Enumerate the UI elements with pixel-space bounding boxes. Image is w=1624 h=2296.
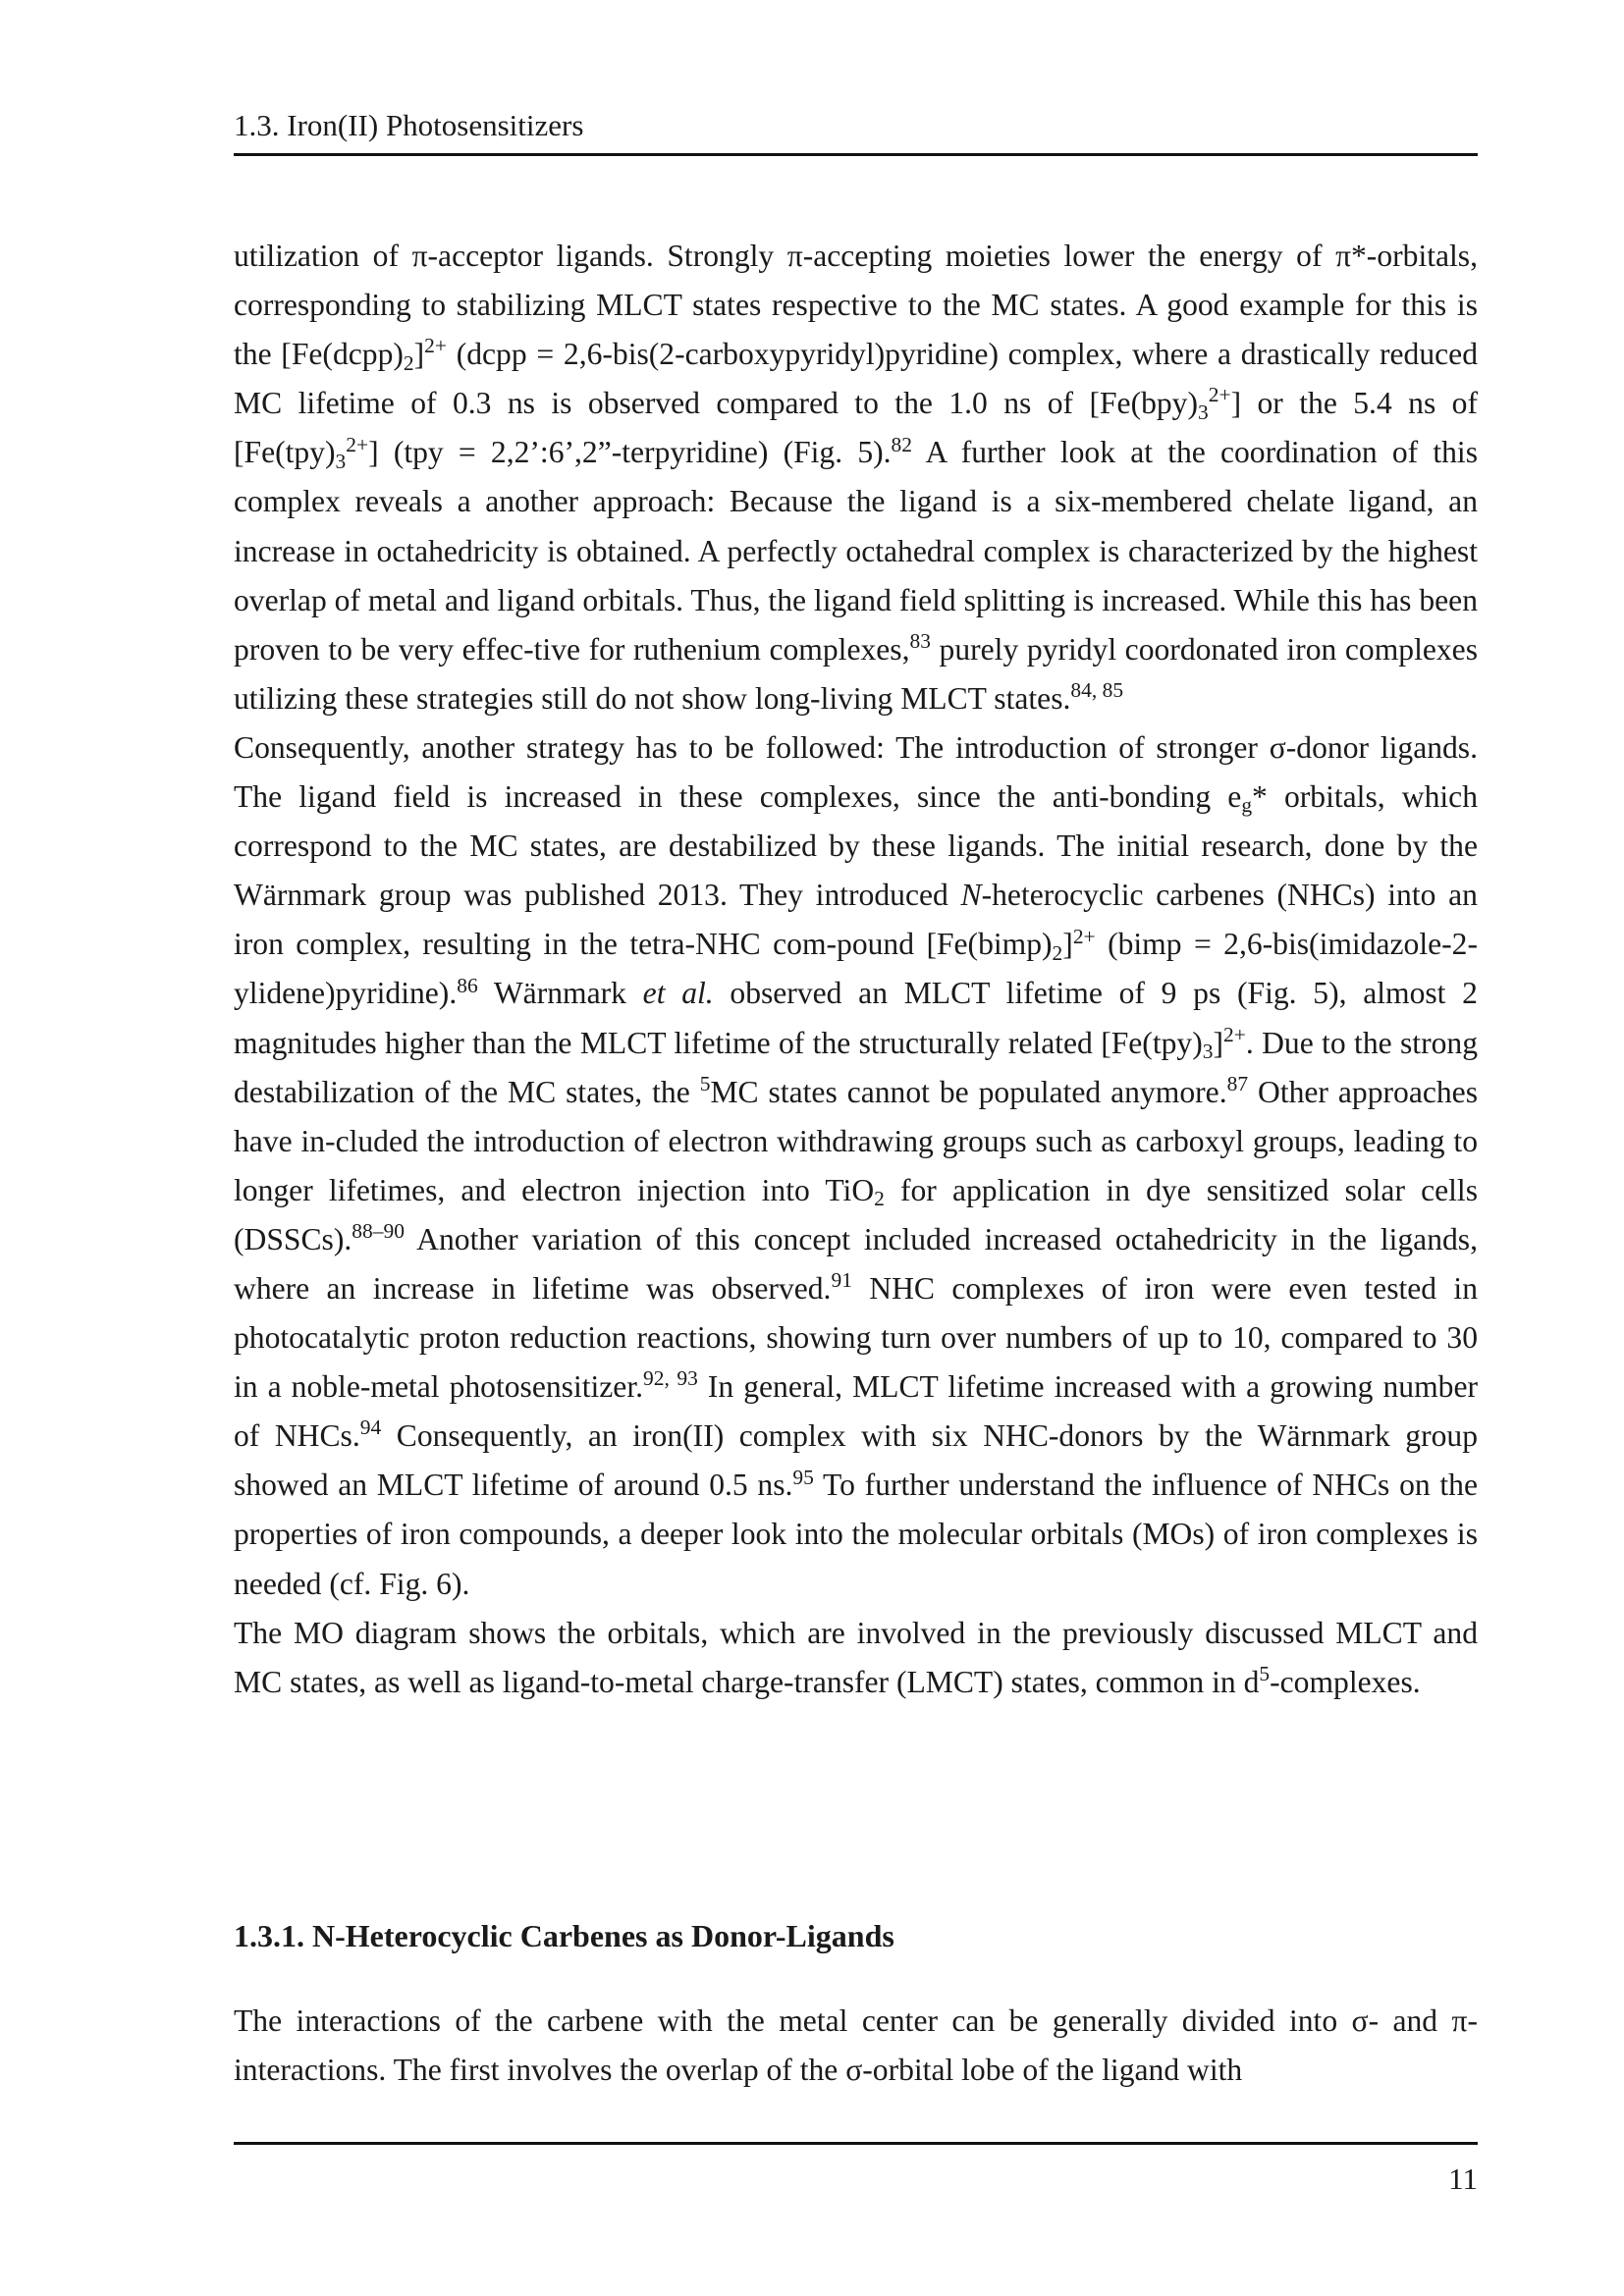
text-run: purely pyridyl coordonated iron complexes utilizing these strategies still do not show long-living MLCT states. — [234, 631, 1478, 716]
section-heading: 1.3.1. N-Heterocyclic Carbenes as Donor-Ligands — [234, 1918, 894, 1953]
text-run: Another variation of this concept included increased octahedricity in the ligands, where an increase in lifetime was observed. — [234, 1221, 1478, 1306]
text-run: A further look at the coordination of this complex reveals a another approach: Because the ligand is a six-membered chelate ligand, an increase in octahedricity is obtained. A perfectly octahedral complex is characterized by the highest overlap of metal and ligand orbitals. Thus, the ligand field splitting is increased. While this has been proven to be very effec- — [234, 435, 1479, 667]
text-run: Other approaches have in-cluded the introduction of electron withdrawing groups such as carboxyl groups, leading to longer lifetimes, and electron injection into TiO — [234, 1074, 1478, 1207]
text-run: ] — [1213, 1025, 1223, 1060]
paragraph-3 — [234, 1609, 1478, 1707]
text-run: NHC complexes of iron were even tested in photocatalytic proton reduction reactions, showing turn over numbers of up to 10, compared to 30 in a noble-metal photosensitizer. — [234, 1270, 1479, 1405]
page-number: 11 — [1448, 2162, 1478, 2196]
citation-ref: 83 — [909, 628, 931, 653]
text-run: In general, MLCT lifetime increased with a growing number of NHCs. — [234, 1369, 1478, 1454]
text-run: tive for ruthenium complexes, — [533, 631, 910, 667]
text-run: * orbitals, which correspond to the MC states, are destabilized by these ligands. The initial research, done by the Wärnmark group was published 2013. They introduced — [234, 779, 1478, 913]
text-run: ] or the 5.4 ns of [Fe(tpy) — [234, 386, 1478, 470]
text-run: observed an MLCT lifetime of 9 ps (Fig. 5), almost 2 magnitudes higher than the MLCT lifetime of the structurally related [Fe(tpy) — [234, 976, 1478, 1060]
footer-rule — [234, 2142, 1478, 2145]
text-run: for application in dye sensitized solar cells (DSSCs). — [234, 1172, 1478, 1256]
citation-ref: 86 — [457, 973, 478, 997]
superscript: 2+ — [346, 432, 369, 456]
subscript: 3 — [1202, 1039, 1214, 1063]
text-run: ] — [1062, 927, 1073, 962]
text-run: Consequently, an iron(II) complex with six NHC-donors by the Wärnmark group showed an MLCT lifetime of around 0.5 ns. — [234, 1418, 1478, 1503]
italic-run: N — [960, 878, 982, 913]
paragraph-1 — [234, 232, 1478, 723]
subscript: 2 — [403, 350, 414, 375]
text-run: (bimp = 2,6-bis(imidazole-2-ylidene)pyridine). — [234, 927, 1478, 1011]
superscript: 2+ — [1072, 924, 1096, 948]
text-run: -complexes. — [1270, 1664, 1421, 1699]
citation-ref: 82 — [891, 432, 913, 456]
subscript: 3 — [335, 449, 347, 473]
text-run: . Due to the strong destabilization of the MC states, the — [234, 1025, 1478, 1109]
citation-ref: 95 — [792, 1465, 814, 1489]
citation-ref: 92, 93 — [643, 1366, 698, 1391]
text-run: utilization of π-acceptor ligands. Strongly π-accepting moieties lower the energy of π*-orbitals, corresponding to stabilizing MLCT states respective to the MC states. A good example for this is the [Fe(dcpp) — [234, 239, 1478, 372]
citation-ref: 94 — [359, 1415, 382, 1440]
superscript: 2+ — [1208, 383, 1231, 407]
running-header: 1.3. Iron(II) Photosensitizers — [234, 108, 584, 142]
subscript: g — [1241, 793, 1253, 818]
section-paragraph: The interactions of the carbene with the metal center can be generally divided into σ- and π-interactions. The first involves the overlap of the σ-orbital lobe of the ligand with — [234, 2003, 1478, 2088]
text-run: MC states cannot be populated anymore. — [710, 1074, 1227, 1109]
text-run: Consequently, another strategy has to be followed: The introduction of stronger σ-donor ligands. The ligand field is increased in these complexes, since the anti-bonding e — [234, 729, 1478, 815]
subscript: 3 — [1198, 400, 1209, 424]
text-run: To further understand the influence of NHCs on the properties of iron compounds, a deeper look into the molecular orbitals (MOs) of iron complexes is needed (cf. Fig. 6). — [234, 1468, 1478, 1601]
citation-ref: 91 — [831, 1268, 852, 1293]
superscript: 5 — [1259, 1661, 1271, 1685]
header-rule — [234, 153, 1478, 156]
italic-run: et al. — [642, 976, 714, 1011]
citation-ref: 87 — [1226, 1071, 1249, 1095]
paragraph-2 — [234, 723, 1478, 1609]
subscript: 2 — [1052, 940, 1063, 965]
subscript: 2 — [874, 1187, 885, 1211]
body-text — [234, 232, 1478, 1707]
superscript: 5 — [699, 1071, 711, 1095]
text-run: ] (tpy = 2,2’:6’,2”-terpyridine) (Fig. 5). — [368, 435, 892, 470]
citation-ref: 84, 85 — [1070, 678, 1124, 703]
text-run: Wärnmark — [477, 976, 643, 1011]
text-run: ] — [413, 337, 425, 372]
superscript: 2+ — [424, 334, 447, 358]
superscript: 2+ — [1223, 1022, 1246, 1046]
text-run: (dcpp = 2,6-bis(2-carboxypyridyl)pyridine) complex, where a drastically reduced MC lifetime of 0.3 ns is observed compared to the 1.0 ns of [Fe(bpy) — [234, 337, 1478, 421]
text-run: -heterocyclic carbenes (NHCs) into an iron complex, resulting in the tetra-NHC com-pound [Fe(bimp) — [234, 878, 1478, 962]
citation-ref: 88–90 — [352, 1219, 405, 1244]
text-run: The MO diagram shows the orbitals, which are involved in the previously discussed MLCT and MC states, as well as ligand-to-metal charge-transfer (LMCT) states, common in d — [234, 1615, 1478, 1699]
